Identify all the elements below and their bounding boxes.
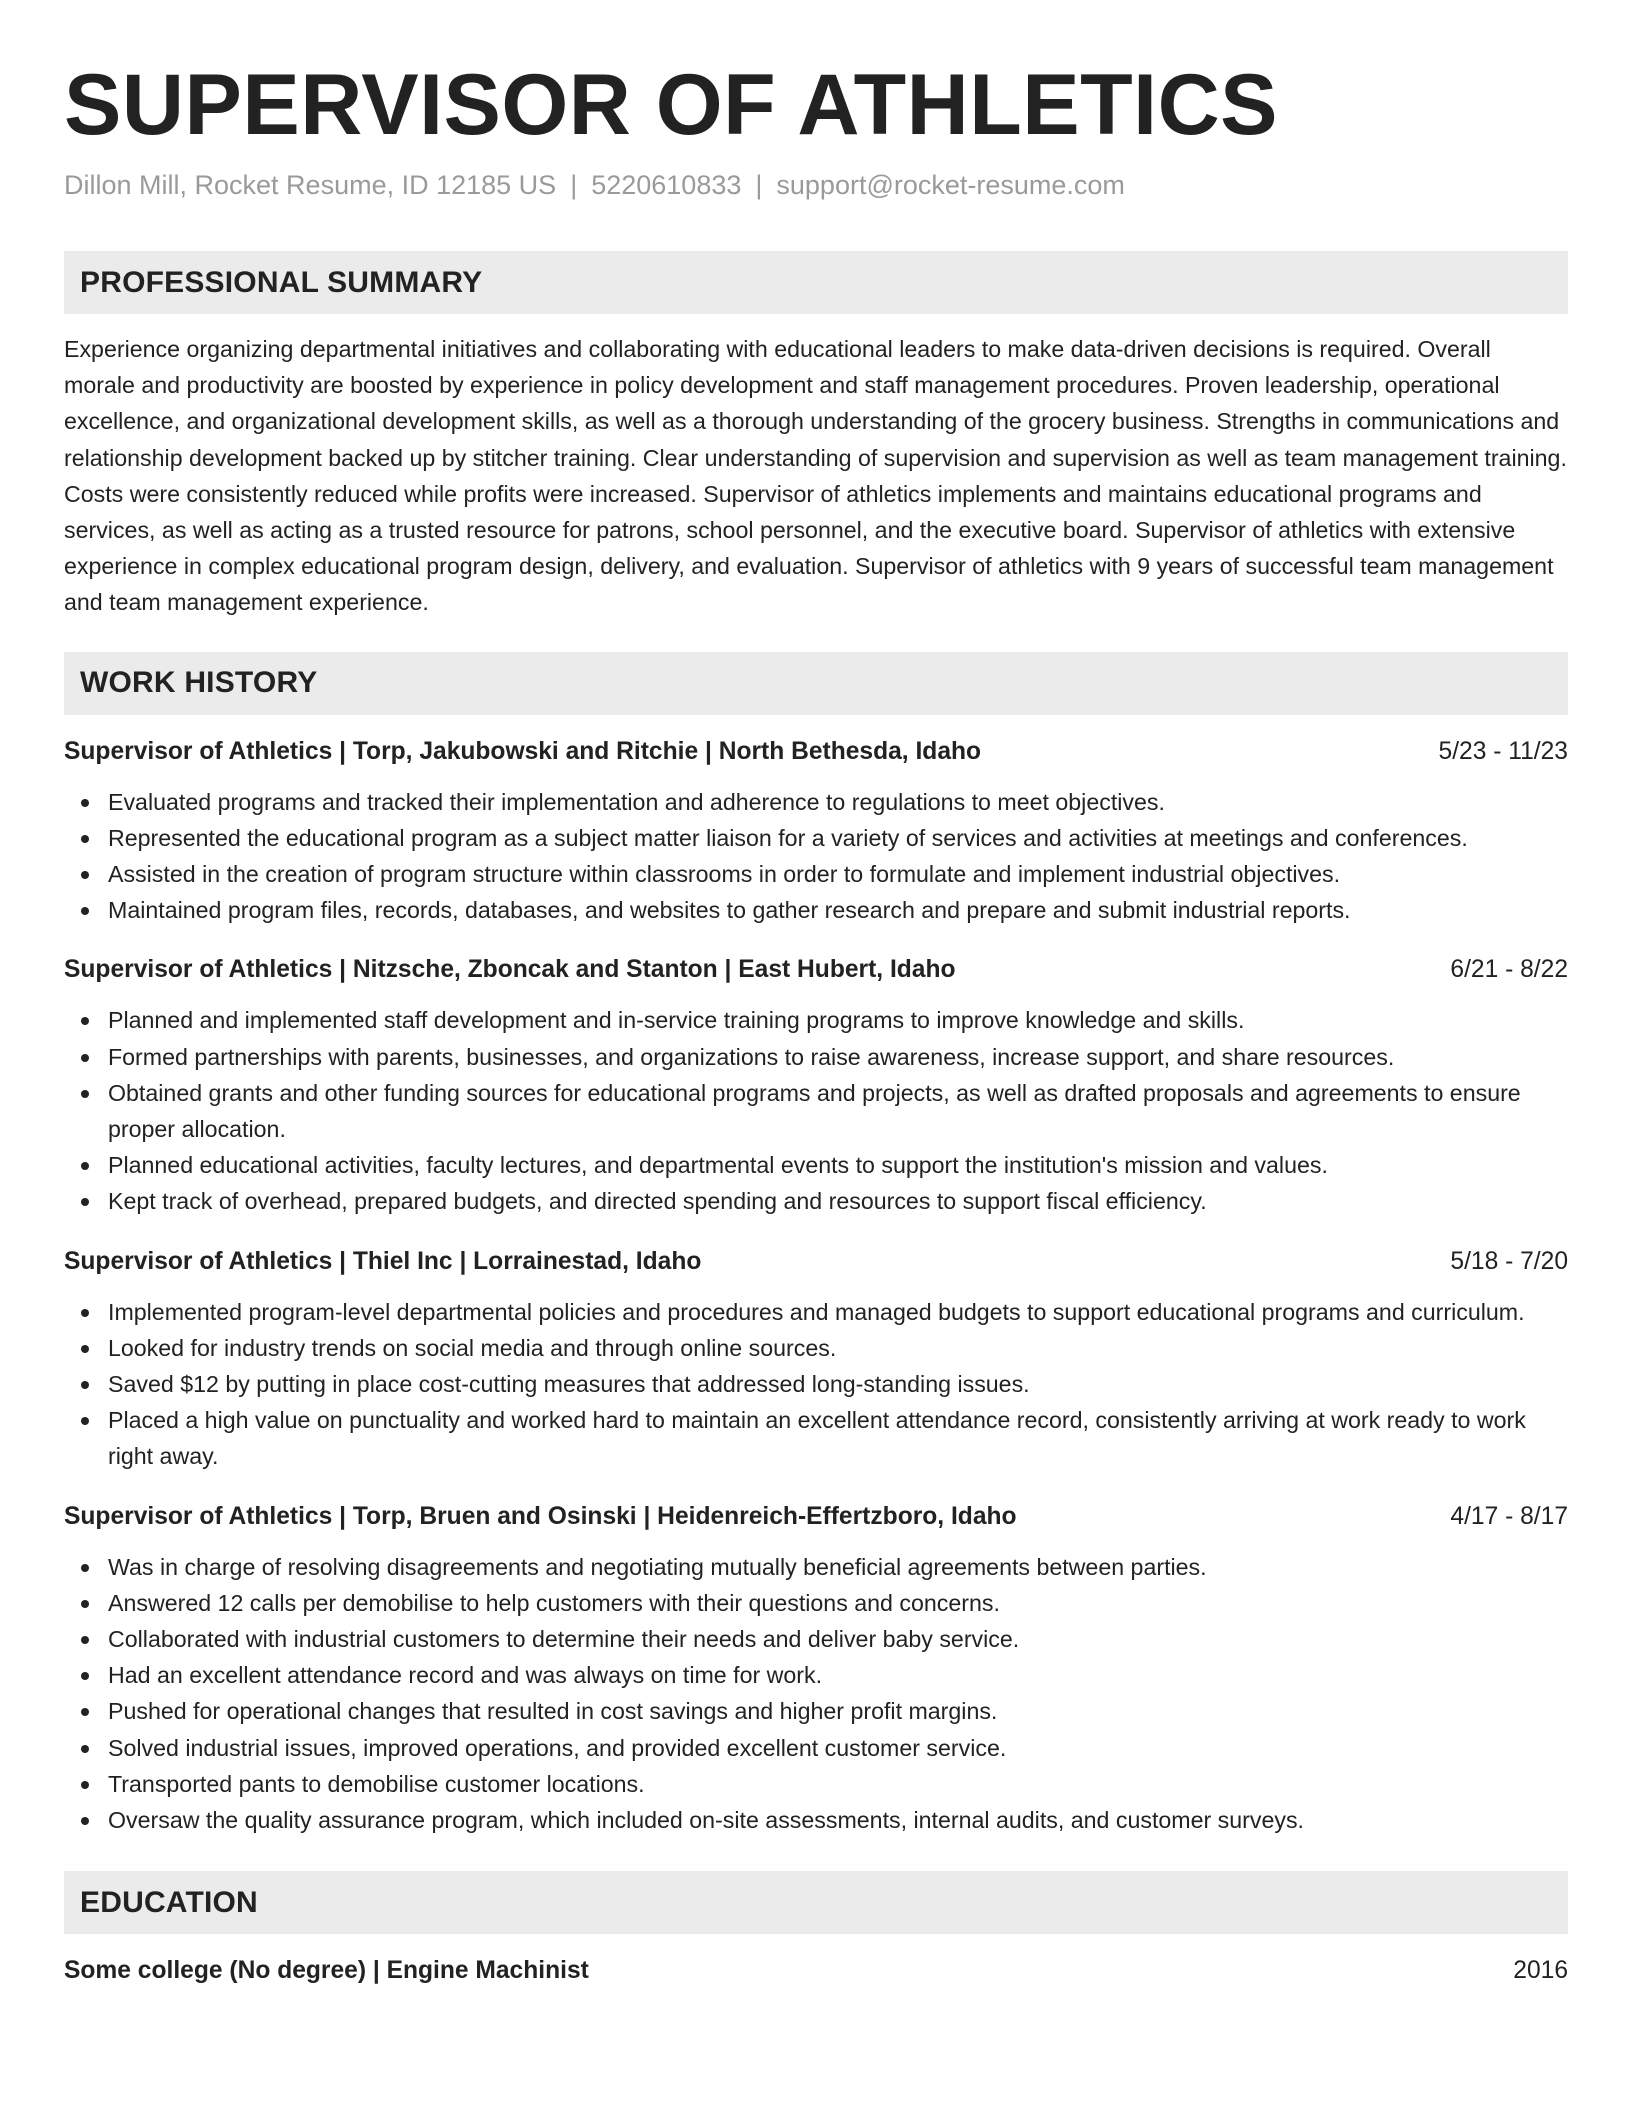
job-bullet-text: Planned educational activities, faculty lectures, and departmental events to support the institution's mission and values. <box>108 1152 1328 1179</box>
job-bullet <box>108 1294 1568 1330</box>
job-bullet <box>108 1730 1568 1766</box>
job-bullet-text: Placed a high value on punctuality and worked hard to maintain an excellent attendance record, consistently arriving at work ready to work right away. <box>108 1407 1526 1470</box>
job-bullet <box>108 820 1568 856</box>
job-header <box>64 1499 1568 1535</box>
job-dates: 5/18 - 7/20 <box>1450 1247 1568 1275</box>
job-bullet-list <box>64 784 1568 929</box>
education-title: Some college (No degree) | Engine Machinist <box>64 1957 589 1985</box>
bullet-dot-icon <box>81 1708 89 1716</box>
job-bullet-text: Represented the educational program as a subject matter liaison for a variety of services and activities at meetings and conferences. <box>108 824 1468 851</box>
resume-title: SUPERVISOR OF ATHLETICS <box>64 57 1279 153</box>
bullet-dot-icon <box>81 907 89 915</box>
job-bullet <box>108 1657 1568 1693</box>
bullet-dot-icon <box>81 1672 89 1680</box>
job-bullet <box>108 1330 1568 1366</box>
contact-line <box>64 170 1568 201</box>
job-bullet <box>108 1549 1568 1585</box>
job-bullet <box>108 1039 1568 1075</box>
bullet-dot-icon <box>81 835 89 843</box>
job-bullet <box>108 1621 1568 1657</box>
job-bullet-text: Looked for industry trends on social media and through online sources. <box>108 1334 837 1361</box>
job-bullet <box>108 784 1568 820</box>
work-history-list <box>64 734 1568 1839</box>
professional-summary-text: Experience organizing departmental initiatives and collaborating with educational leaders to make data-driven decisions is required. Overall morale and productivity are boosted by experience in policy development and staff management procedures. Proven leadership, operational excellence, and organizational development skills, as well as a thorough understanding of the grocery business. Strengths in communications and relationship development backed up by stitcher training. Clear understanding of supervision and supervision as well as team management training. Costs were consistently reduced while profits were increased. Supervisor of athletics implements and maintains educational programs and services, as well as acting as a trusted resource for patrons, school personnel, and the executive board. Supervisor of athletics with extensive experience in complex educational program design, delivery, and evaluation. Supervisor of athletics with 9 years of successful team management and team management experience. <box>64 336 1567 616</box>
bullet-dot-icon <box>81 1381 89 1389</box>
contact-email: support@rocket-resume.com <box>776 170 1125 200</box>
job-bullet <box>108 856 1568 892</box>
bullet-dot-icon <box>81 1090 89 1098</box>
work-history-heading: WORK HISTORY <box>64 652 1568 715</box>
job-bullet-text: Saved $12 by putting in place cost-cutting measures that addressed long-standing issues. <box>108 1371 1030 1398</box>
bullet-dot-icon <box>81 1054 89 1062</box>
job-entry <box>64 734 1568 929</box>
contact-separator: | <box>570 170 578 200</box>
job-bullet <box>108 1075 1568 1147</box>
education-year: 2016 <box>1513 1957 1568 1985</box>
contact-address: Dillon Mill, Rocket Resume, ID 12185 US <box>64 170 557 200</box>
professional-summary-heading: PROFESSIONAL SUMMARY <box>64 251 1568 314</box>
job-bullet-list <box>64 1549 1568 1839</box>
job-bullet-list <box>64 1002 1568 1219</box>
bullet-dot-icon <box>81 1345 89 1353</box>
job-bullet <box>108 1402 1568 1474</box>
job-bullet <box>108 1802 1568 1838</box>
contact-separator: | <box>755 170 763 200</box>
bullet-dot-icon <box>81 1309 89 1317</box>
job-entry <box>64 1244 1568 1475</box>
job-bullet-text: Implemented program-level departmental policies and procedures and managed budgets to support educational programs and curriculum. <box>108 1298 1525 1325</box>
job-bullet-text: Obtained grants and other funding sources for educational programs and projects, as well as drafted proposals and agreements to ensure proper allocation. <box>108 1079 1521 1143</box>
job-bullet-text: Had an excellent attendance record and was always on time for work. <box>108 1662 823 1689</box>
job-bullet-text: Formed partnerships with parents, businesses, and organizations to raise awareness, increase support, and share resources. <box>108 1043 1395 1070</box>
job-bullet-text: Was in charge of resolving disagreements and negotiating mutually beneficial agreements between parties. <box>108 1553 1207 1580</box>
job-bullet-text: Collaborated with industrial customers to determine their needs and deliver baby service. <box>108 1626 1020 1653</box>
job-bullet <box>108 1183 1568 1219</box>
bullet-dot-icon <box>81 1017 89 1025</box>
job-header <box>64 952 1568 988</box>
job-header <box>64 734 1568 770</box>
job-bullet-text: Evaluated programs and tracked their implementation and adherence to regulations to meet objectives. <box>108 788 1165 815</box>
education-entry <box>64 1953 1568 1989</box>
job-title: Supervisor of Athletics | Nitzsche, Zboncak and Stanton | East Hubert, Idaho <box>64 956 956 984</box>
bullet-dot-icon <box>81 1781 89 1789</box>
bullet-dot-icon <box>81 871 89 879</box>
job-bullet <box>108 1693 1568 1729</box>
job-title: Supervisor of Athletics | Torp, Jakubowski and Ritchie | North Bethesda, Idaho <box>64 737 982 765</box>
job-bullet-text: Answered 12 calls per demobilise to help customers with their questions and concerns. <box>108 1589 1000 1616</box>
job-bullet <box>108 892 1568 928</box>
job-bullet-text: Planned and implemented staff development and in-service training programs to improve knowledge and skills. <box>108 1007 1245 1034</box>
bullet-dot-icon <box>81 1198 89 1206</box>
job-entry <box>64 1499 1568 1839</box>
job-bullet-text: Maintained program files, records, databases, and websites to gather research and prepare and submit industrial reports. <box>108 897 1351 924</box>
bullet-dot-icon <box>81 1636 89 1644</box>
job-bullet-text: Transported pants to demobilise customer locations. <box>108 1770 645 1797</box>
bullet-dot-icon <box>81 1162 89 1170</box>
job-bullet <box>108 1366 1568 1402</box>
job-bullet-text: Oversaw the quality assurance program, which included on-site assessments, internal audits, and customer surveys. <box>108 1807 1305 1834</box>
job-bullet-text: Solved industrial issues, improved operations, and provided excellent customer service. <box>108 1734 1007 1761</box>
job-entry <box>64 952 1568 1219</box>
job-header <box>64 1244 1568 1280</box>
job-bullet <box>108 1585 1568 1621</box>
job-bullet-list <box>64 1294 1568 1475</box>
job-bullet-text: Pushed for operational changes that resulted in cost savings and higher profit margins. <box>108 1698 998 1725</box>
job-dates: 5/23 - 11/23 <box>1438 737 1568 765</box>
job-bullet-text: Kept track of overhead, prepared budgets, and directed spending and resources to support fiscal efficiency. <box>108 1188 1207 1215</box>
job-bullet <box>108 1002 1568 1038</box>
education-heading: EDUCATION <box>64 1871 1568 1934</box>
job-bullet <box>108 1766 1568 1802</box>
job-bullet-text: Assisted in the creation of program structure within classrooms in order to formulate and implement industrial objectives. <box>108 861 1341 888</box>
job-dates: 4/17 - 8/17 <box>1450 1502 1568 1530</box>
bullet-dot-icon <box>81 799 89 807</box>
bullet-dot-icon <box>81 1600 89 1608</box>
job-title: Supervisor of Athletics | Thiel Inc | Lorrainestad, Idaho <box>64 1247 702 1275</box>
bullet-dot-icon <box>81 1817 89 1825</box>
job-title: Supervisor of Athletics | Torp, Bruen and Osinski | Heidenreich-Effertzboro, Idaho <box>64 1502 1017 1530</box>
bullet-dot-icon <box>81 1417 89 1425</box>
contact-phone: 5220610833 <box>591 170 742 200</box>
bullet-dot-icon <box>81 1564 89 1572</box>
job-dates: 6/21 - 8/22 <box>1450 956 1568 984</box>
job-bullet <box>108 1147 1568 1183</box>
bullet-dot-icon <box>81 1745 89 1753</box>
